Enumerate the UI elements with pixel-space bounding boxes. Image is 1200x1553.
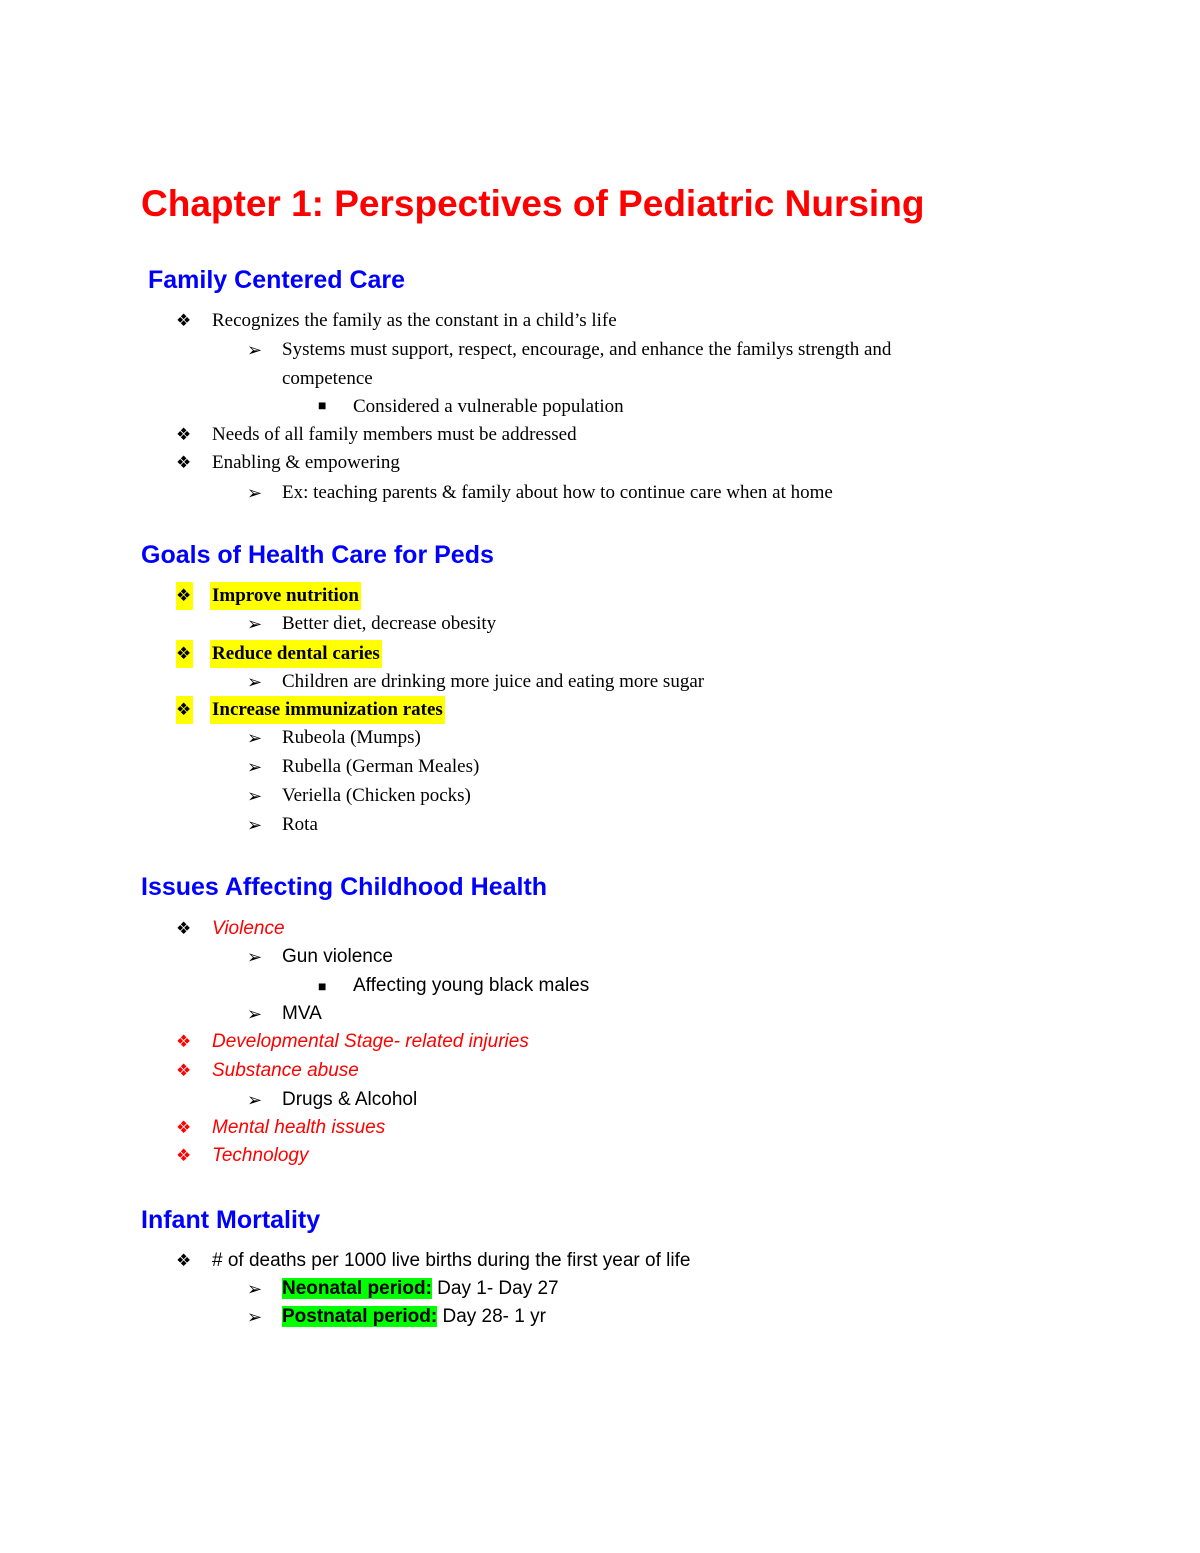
list-item-text: Technology: [212, 1145, 309, 1166]
heading-family-centered-care: Family Centered Care: [148, 266, 406, 294]
heading-infant-mortality: Infant Mortality: [141, 1206, 321, 1234]
arrow-bullet-icon: ➢: [247, 815, 263, 835]
heading-goals-of-health-care: Goals of Health Care for Peds: [141, 541, 494, 569]
diamond-bullet-icon: ❖: [176, 1032, 192, 1051]
list-item-text: Ex: teaching parents & family about how to continue care when at home: [282, 482, 833, 503]
list-item-text: Increase immunization rates: [210, 696, 445, 724]
list-item-text: Better diet, decrease obesity: [282, 613, 497, 634]
list-item-text: Needs of all family members must be addressed: [212, 424, 577, 445]
list-item-text: Reduce dental caries: [210, 640, 382, 668]
list-item-text: Veriella (Chicken pocks): [282, 785, 471, 806]
list-item-text: Violence: [212, 918, 285, 939]
neonatal-period-value: Day 1- Day 27: [431, 1278, 559, 1299]
arrow-bullet-icon: ➢: [247, 1279, 263, 1299]
list-item-text: Affecting young black males: [353, 975, 590, 996]
arrow-bullet-icon: ➢: [247, 1004, 263, 1024]
list-item-text: Mental health issues: [212, 1117, 386, 1138]
list-item-text: Rota: [282, 814, 318, 835]
diamond-bullet-icon: ❖: [176, 1061, 192, 1080]
list-item-text: Gun violence: [282, 946, 393, 967]
arrow-bullet-icon: ➢: [247, 340, 263, 360]
diamond-bullet-icon: ❖: [176, 453, 192, 472]
list-item-text: Recognizes the family as the constant in a child’s life: [212, 310, 617, 331]
list-item-text: # of deaths per 1000 live births during the first year of life: [212, 1250, 691, 1271]
list-item-text: [282, 1303, 546, 1331]
postnatal-period-value: Day 28- 1 yr: [437, 1306, 546, 1327]
arrow-bullet-icon: ➢: [247, 1090, 263, 1110]
list-item-text: Rubeola (Mumps): [282, 727, 421, 748]
list-item-text: Rubella (German Meales): [282, 756, 480, 777]
list-item-text: Considered a vulnerable population: [353, 396, 624, 417]
list-item-text: Enabling & empowering: [212, 452, 400, 473]
document-title: Chapter 1: Perspectives of Pediatric Nursing: [141, 183, 925, 224]
arrow-bullet-icon: ➢: [247, 786, 263, 806]
neonatal-period-label: Neonatal period:: [282, 1278, 432, 1299]
list-item-text: Substance abuse: [212, 1060, 359, 1081]
diamond-bullet-icon: ❖: [176, 1118, 192, 1137]
diamond-bullet-icon: ❖: [176, 640, 193, 668]
diamond-bullet-icon: ❖: [176, 919, 192, 938]
list-item-text-continued: competence: [282, 368, 373, 389]
diamond-bullet-icon: ❖: [176, 1146, 192, 1165]
diamond-bullet-icon: ❖: [176, 696, 193, 724]
diamond-bullet-icon: ❖: [176, 425, 192, 444]
list-item-text: [282, 1275, 559, 1303]
arrow-bullet-icon: ➢: [247, 614, 263, 634]
diamond-bullet-icon: ❖: [176, 1251, 192, 1270]
list-item-text: Improve nutrition: [210, 582, 361, 610]
square-bullet-icon: ■: [318, 978, 327, 994]
list-item-text: Developmental Stage- related injuries: [212, 1031, 529, 1052]
list-item-text: Drugs & Alcohol: [282, 1089, 418, 1110]
heading-issues-affecting-childhood-health: Issues Affecting Childhood Health: [141, 873, 548, 901]
postnatal-period-label: Postnatal period:: [282, 1306, 438, 1327]
list-item-text: Systems must support, respect, encourage, and enhance the familys strength and: [282, 339, 892, 360]
square-bullet-icon: ■: [318, 399, 327, 414]
list-item-text: Children are drinking more juice and eating more sugar: [282, 671, 705, 692]
arrow-bullet-icon: ➢: [247, 1307, 263, 1327]
arrow-bullet-icon: ➢: [247, 947, 263, 967]
arrow-bullet-icon: ➢: [247, 728, 263, 748]
arrow-bullet-icon: ➢: [247, 483, 263, 503]
arrow-bullet-icon: ➢: [247, 757, 263, 777]
arrow-bullet-icon: ➢: [247, 672, 263, 692]
diamond-bullet-icon: ❖: [176, 311, 192, 330]
diamond-bullet-icon: ❖: [176, 582, 193, 610]
list-item-text: MVA: [282, 1003, 322, 1024]
